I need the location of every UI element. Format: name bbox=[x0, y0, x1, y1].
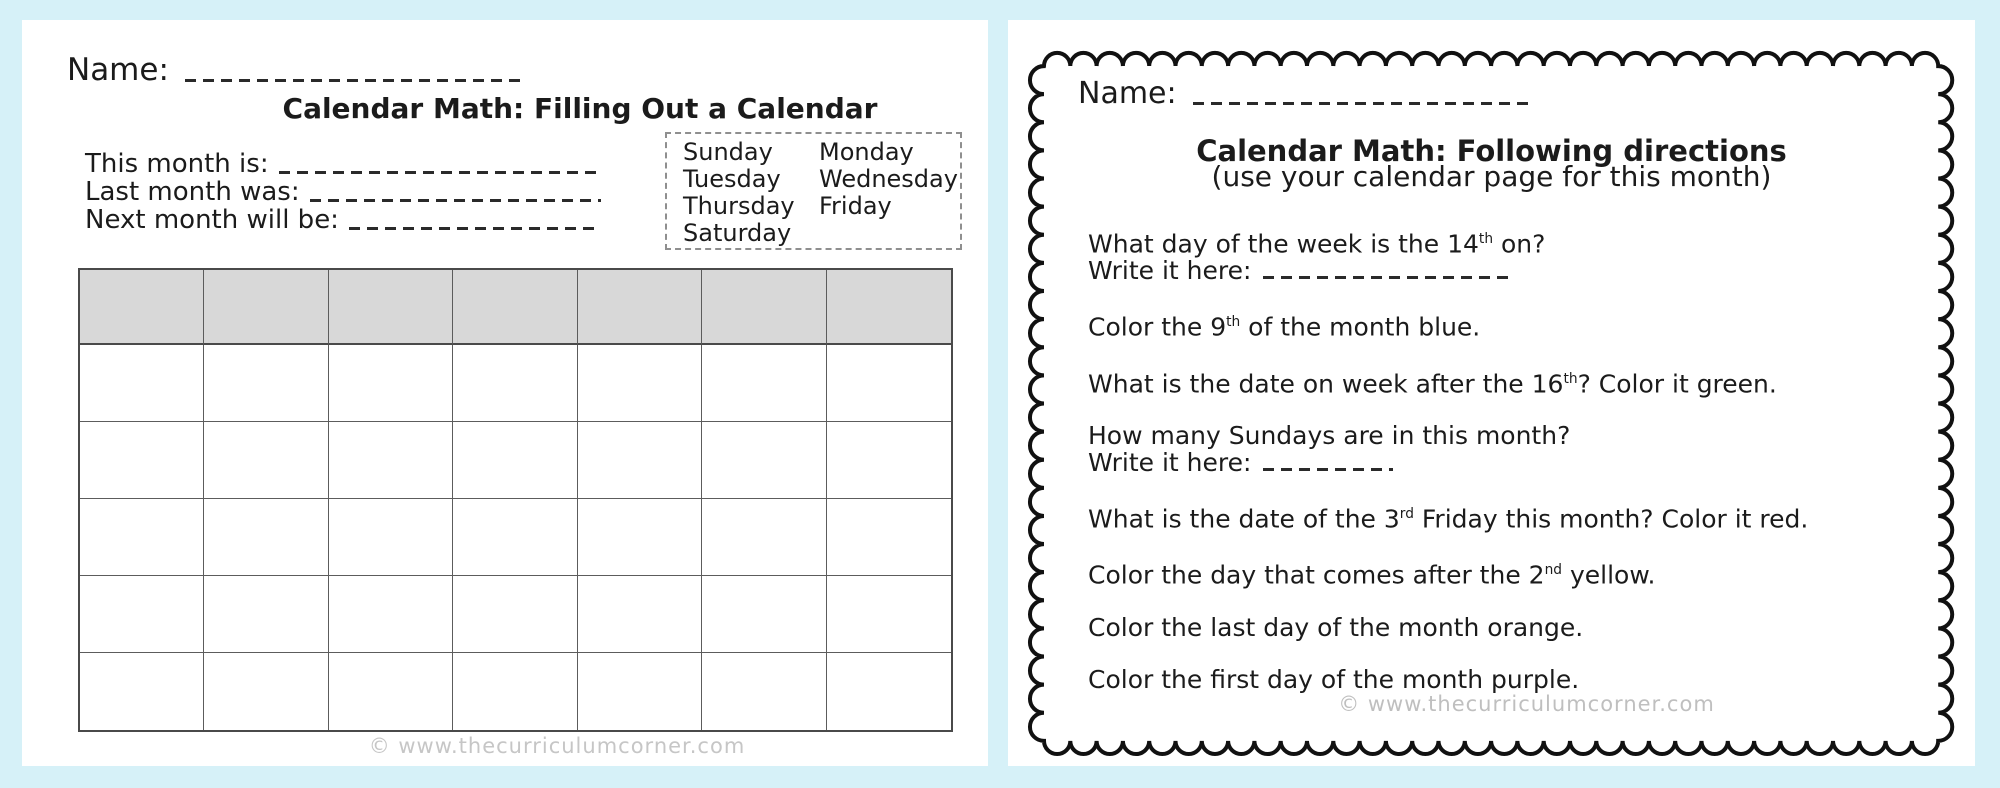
calendar-day-cell bbox=[578, 499, 702, 576]
calendar-header-cell bbox=[204, 270, 328, 345]
calendar-header-cell bbox=[702, 270, 826, 345]
direction-text: Color the last day of the month orange. bbox=[1088, 612, 1584, 642]
day-bank-column bbox=[819, 139, 958, 248]
direction-text: What is the date on week after the 16th? Color it green. bbox=[1088, 368, 1777, 398]
write-it-here-row bbox=[1088, 449, 1935, 476]
name-row bbox=[67, 52, 522, 88]
month-prompt-row bbox=[85, 179, 601, 207]
direction-item bbox=[1088, 666, 1935, 693]
calendar-day-cell bbox=[827, 499, 951, 576]
calendar-day-cell bbox=[578, 576, 702, 653]
calendar-day-cell bbox=[80, 576, 204, 653]
calendar-day-cell bbox=[702, 422, 826, 499]
direction-item bbox=[1088, 557, 1935, 588]
direction-text: Color the 9th of the month blue. bbox=[1088, 312, 1481, 342]
blank-line bbox=[310, 199, 601, 202]
copyright-footer: © www.thecurriculumcorner.com bbox=[1338, 692, 1715, 716]
blank-calendar-grid bbox=[78, 268, 953, 732]
calendar-day-cell bbox=[80, 345, 204, 422]
calendar-day-cell bbox=[80, 653, 204, 730]
month-prompt-label: Next month will be: bbox=[85, 205, 339, 235]
direction-item bbox=[1088, 309, 1935, 340]
calendar-day-cell bbox=[329, 345, 453, 422]
day-name: Friday bbox=[819, 192, 892, 220]
direction-item bbox=[1088, 226, 1935, 284]
direction-text: What is the date of the 3rd Friday this month? Color it red. bbox=[1088, 504, 1809, 534]
month-prompt-label: This month is: bbox=[85, 149, 269, 179]
calendar-day-cell bbox=[453, 422, 577, 499]
calendar-day-cell bbox=[329, 422, 453, 499]
write-it-here-label: Write it here: bbox=[1088, 447, 1252, 477]
calendar-day-cell bbox=[702, 653, 826, 730]
month-prompt-row bbox=[85, 207, 601, 235]
name-label: Name: bbox=[67, 52, 169, 88]
worksheet-page-following-directions bbox=[1008, 20, 1975, 766]
directions-list bbox=[1088, 226, 1935, 718]
blank-line bbox=[349, 227, 601, 230]
calendar-header-cell bbox=[329, 270, 453, 345]
write-it-here-row bbox=[1088, 257, 1935, 284]
direction-item bbox=[1088, 614, 1935, 641]
calendar-header-cell bbox=[578, 270, 702, 345]
write-it-here-label: Write it here: bbox=[1088, 256, 1252, 286]
copyright-footer: © www.thecurriculumcorner.com bbox=[368, 734, 746, 758]
calendar-day-cell bbox=[702, 345, 826, 422]
calendar-header-cell bbox=[453, 270, 577, 345]
calendar-day-cell bbox=[204, 653, 328, 730]
calendar-day-cell bbox=[827, 345, 951, 422]
answer-blank-line bbox=[1263, 276, 1513, 279]
direction-text: Color the first day of the month purple. bbox=[1088, 664, 1580, 694]
calendar-day-cell bbox=[827, 653, 951, 730]
direction-item bbox=[1088, 501, 1935, 532]
calendar-day-cell bbox=[702, 499, 826, 576]
calendar-day-cell bbox=[329, 576, 453, 653]
page-title: Calendar Math: Following directions bbox=[1196, 134, 1787, 168]
calendar-header-cell bbox=[827, 270, 951, 345]
day-bank-column bbox=[683, 139, 811, 248]
calendar-day-cell bbox=[204, 499, 328, 576]
day-name: Monday bbox=[819, 138, 914, 166]
name-blank-line bbox=[1193, 102, 1533, 105]
day-name: Sunday bbox=[683, 138, 773, 166]
name-label: Name: bbox=[1078, 76, 1177, 111]
calendar-day-cell bbox=[80, 422, 204, 499]
month-prompts bbox=[85, 151, 601, 235]
calendar-day-cell bbox=[453, 576, 577, 653]
day-name: Wednesday bbox=[819, 165, 958, 193]
direction-item bbox=[1088, 422, 1935, 476]
name-row bbox=[1078, 76, 1533, 111]
calendar-day-cell bbox=[329, 499, 453, 576]
calendar-day-cell bbox=[578, 422, 702, 499]
direction-text: How many Sundays are in this month? bbox=[1088, 420, 1571, 450]
calendar-day-cell bbox=[578, 653, 702, 730]
calendar-day-cell bbox=[827, 576, 951, 653]
calendar-day-cell bbox=[453, 345, 577, 422]
direction-item bbox=[1088, 366, 1935, 397]
day-name: Saturday bbox=[683, 219, 792, 247]
calendar-day-cell bbox=[204, 576, 328, 653]
calendar-day-cell bbox=[204, 422, 328, 499]
calendar-day-cell bbox=[80, 499, 204, 576]
page-subtitle: (use your calendar page for this month) bbox=[1211, 160, 1772, 193]
calendar-day-cell bbox=[453, 499, 577, 576]
month-prompt-row bbox=[85, 151, 601, 179]
calendar-day-cell bbox=[453, 653, 577, 730]
direction-text: What day of the week is the 14th on? bbox=[1088, 229, 1546, 259]
worksheet-page-fill-calendar bbox=[22, 20, 988, 766]
month-prompt-label: Last month was: bbox=[85, 177, 300, 207]
direction-text: Color the day that comes after the 2nd yellow. bbox=[1088, 560, 1656, 590]
blank-line bbox=[279, 171, 601, 174]
day-name: Tuesday bbox=[683, 165, 781, 193]
calendar-day-cell bbox=[329, 653, 453, 730]
calendar-header-cell bbox=[80, 270, 204, 345]
calendar-day-cell bbox=[827, 422, 951, 499]
day-name-word-bank bbox=[665, 132, 962, 250]
answer-blank-line bbox=[1263, 468, 1393, 471]
name-blank-line bbox=[185, 79, 522, 82]
calendar-day-cell bbox=[578, 345, 702, 422]
page-title: Calendar Math: Filling Out a Calendar bbox=[282, 92, 878, 125]
day-name: Thursday bbox=[683, 192, 795, 220]
calendar-day-cell bbox=[204, 345, 328, 422]
calendar-day-cell bbox=[702, 576, 826, 653]
